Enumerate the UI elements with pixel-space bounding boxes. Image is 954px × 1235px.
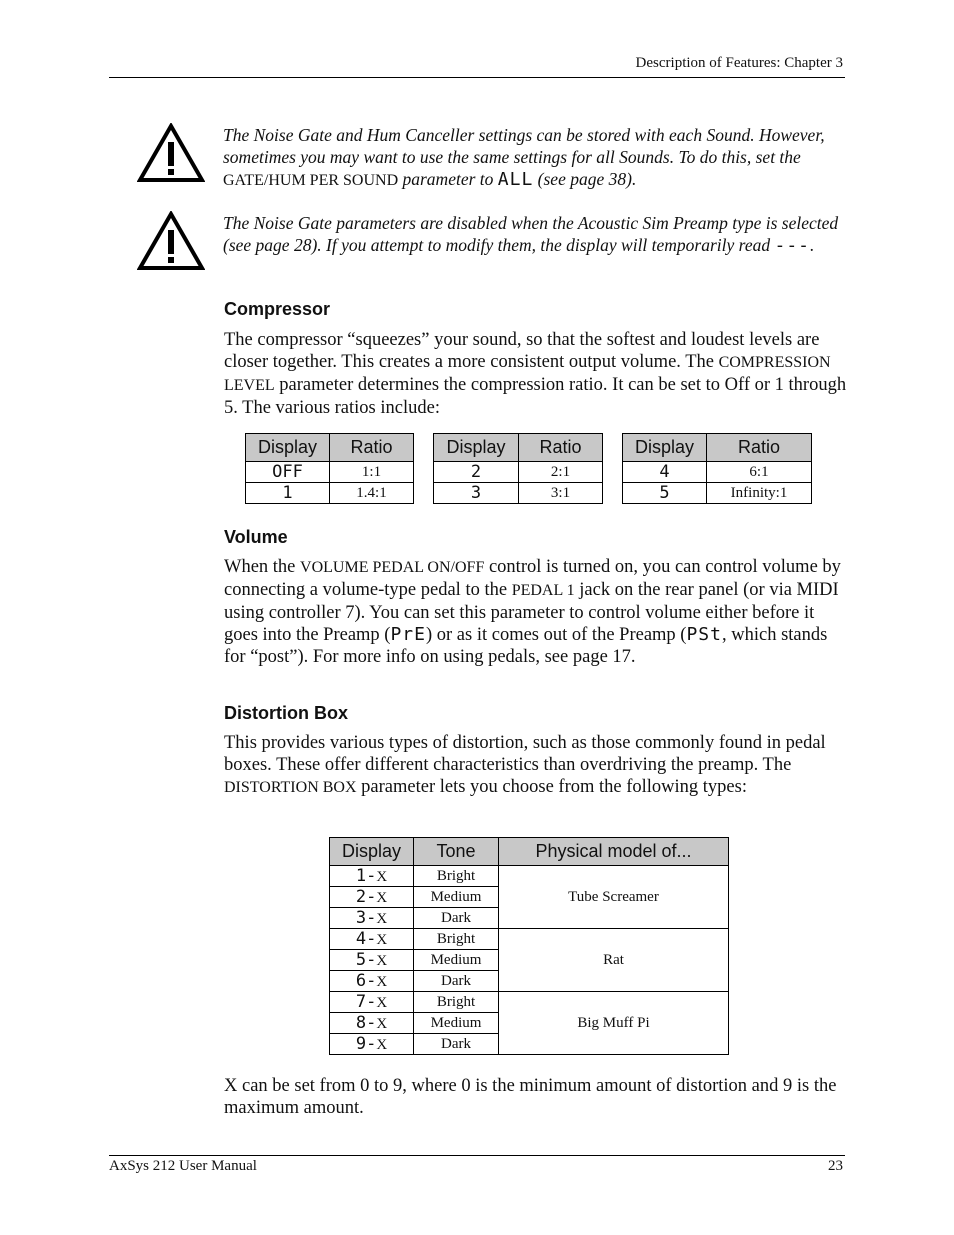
x-suffix: X <box>376 995 388 1011</box>
ratio-value: Infinity:1 <box>707 483 812 504</box>
table-row <box>330 929 729 950</box>
param-name: PEDAL 1 <box>511 582 575 599</box>
col-header-model: Physical model of... <box>499 838 729 866</box>
compression-ratio-table-2 <box>433 433 603 504</box>
table-row <box>246 462 414 483</box>
note-text: (see page 38). <box>533 169 637 189</box>
table-row <box>330 866 729 887</box>
display-value <box>330 950 414 971</box>
param-name: VOLUME PEDAL ON/OFF <box>300 559 485 576</box>
ratio-value: 3:1 <box>519 483 603 504</box>
table-row <box>246 483 414 504</box>
para-text: , which stands for “post”). For more info on using pedals, see page 17. <box>224 625 828 667</box>
para-text: jack on the rear panel (or via MIDI using controller 7). You can set this parameter to control volume either before it goes into the Preamp ( <box>224 580 839 645</box>
x-suffix: X <box>376 974 388 990</box>
distortion-closing-paragraph: X can be set from 0 to 9, where 0 is the minimum amount of distortion and 9 is the maximum amount. <box>224 1076 837 1118</box>
param-name: COMPRESSION LEVEL <box>224 354 831 394</box>
ratio-value: 2:1 <box>519 462 603 483</box>
volume-paragraph <box>224 556 849 668</box>
display-value: 2 <box>434 462 519 483</box>
para-text: parameter lets you choose from the following types: <box>356 777 747 797</box>
table-row <box>434 483 603 504</box>
display-value <box>330 866 414 887</box>
tone-value: Medium <box>414 1013 499 1034</box>
display-value: 1 <box>246 483 330 504</box>
para-text: parameter determines the compression ratio. It can be set to Off or 1 through 5. The various ratios include: <box>224 375 847 418</box>
table-row <box>330 992 729 1013</box>
running-header: Description of Features: Chapter 3 <box>635 55 843 71</box>
lcd-value: PrE <box>390 624 426 645</box>
para-text: The compressor “squeezes” your sound, so that the softest and loudest levels are closer together. This creates a more consistent output volume. The <box>224 330 820 372</box>
lcd-value: 3- <box>355 908 377 928</box>
footer-manual-title: AxSys 212 User Manual <box>109 1158 257 1174</box>
note-text: The Noise Gate and Hum Canceller settings can be stored with each Sound. However, sometimes you may want to use the same settings for all Sounds. To do this, set the <box>223 125 825 167</box>
col-header-ratio: Ratio <box>330 434 414 462</box>
x-suffix: X <box>376 932 388 948</box>
lcd-value: 4- <box>355 929 377 949</box>
display-value <box>330 992 414 1013</box>
model-value: Rat <box>499 929 729 992</box>
section-heading-distortion-box: Distortion Box <box>224 703 348 723</box>
tone-value: Medium <box>414 887 499 908</box>
lcd-value: ALL <box>497 169 534 190</box>
tone-value: Dark <box>414 971 499 992</box>
lcd-value: 9- <box>355 1034 377 1054</box>
para-text: When the <box>224 557 301 577</box>
x-suffix: X <box>376 953 388 969</box>
x-suffix: X <box>376 1016 388 1032</box>
note-storage-settings <box>223 124 853 192</box>
param-name: DISTORTION BOX <box>224 779 357 796</box>
ratio-value: 6:1 <box>707 462 812 483</box>
display-value: 4 <box>623 462 707 483</box>
lcd-value: --- <box>774 235 810 256</box>
col-header-tone: Tone <box>414 838 499 866</box>
col-header-display: Display <box>623 434 707 462</box>
header-rule <box>109 77 845 78</box>
display-value <box>330 908 414 929</box>
para-text: This provides various types of distortion, such as those commonly found in pedal boxes. These offer different characteristics than overdriving the preamp. The <box>224 733 826 775</box>
lcd-value: 8- <box>355 1013 377 1033</box>
table-row <box>623 483 812 504</box>
distortion-types-table <box>329 837 729 1055</box>
display-value <box>330 929 414 950</box>
table-row <box>623 462 812 483</box>
compression-ratio-table-1 <box>245 433 414 504</box>
ratio-value: 1:1 <box>330 462 414 483</box>
col-header-display: Display <box>330 838 414 866</box>
warning-icon <box>137 123 205 183</box>
x-suffix: X <box>376 911 388 927</box>
tone-value: Medium <box>414 950 499 971</box>
note-noise-gate-disabled <box>223 212 853 257</box>
footer-rule <box>109 1155 845 1156</box>
tone-value: Bright <box>414 866 499 887</box>
table-row <box>434 462 603 483</box>
display-value <box>330 1034 414 1055</box>
display-value <box>330 887 414 908</box>
section-heading-compressor: Compressor <box>224 299 331 319</box>
distortion-paragraph <box>224 732 849 799</box>
lcd-value: 6- <box>355 971 377 991</box>
note-text: parameter to <box>398 169 498 189</box>
col-header-ratio: Ratio <box>707 434 812 462</box>
note-text: . <box>810 235 815 255</box>
lcd-value: PSt <box>686 624 722 645</box>
tone-value: Bright <box>414 929 499 950</box>
compressor-paragraph <box>224 329 849 419</box>
ratio-value: 1.4:1 <box>330 483 414 504</box>
lcd-value: 7- <box>355 992 377 1012</box>
display-value <box>330 1013 414 1034</box>
note-text: The Noise Gate parameters are disabled when the Acoustic Sim Preamp type is selected (see page 28). If you attempt to modify them, the display will temporarily read <box>223 213 839 255</box>
tone-value: Bright <box>414 992 499 1013</box>
display-value: 5 <box>623 483 707 504</box>
model-value: Tube Screamer <box>499 866 729 929</box>
model-value: Big Muff Pi <box>499 992 729 1055</box>
param-name: GATE/HUM PER SOUND <box>223 172 399 189</box>
para-text: control is turned on, you can control volume by connecting a volume-type pedal to the <box>224 557 841 600</box>
warning-icon <box>137 211 205 271</box>
page-number: 23 <box>828 1158 843 1174</box>
x-suffix: X <box>376 1037 388 1053</box>
col-header-display: Display <box>246 434 330 462</box>
tone-value: Dark <box>414 1034 499 1055</box>
section-heading-volume: Volume <box>224 527 288 547</box>
display-value <box>330 971 414 992</box>
col-header-ratio: Ratio <box>519 434 603 462</box>
x-suffix: X <box>376 890 388 906</box>
tone-value: Dark <box>414 908 499 929</box>
x-suffix: X <box>376 869 388 885</box>
display-value: 3 <box>434 483 519 504</box>
col-header-display: Display <box>434 434 519 462</box>
lcd-value: 1- <box>355 866 377 886</box>
compression-ratio-table-3 <box>622 433 812 504</box>
display-value: OFF <box>246 462 330 483</box>
para-text: ) or as it comes out of the Preamp ( <box>425 625 687 645</box>
lcd-value: 5- <box>355 950 377 970</box>
lcd-value: 2- <box>355 887 377 907</box>
